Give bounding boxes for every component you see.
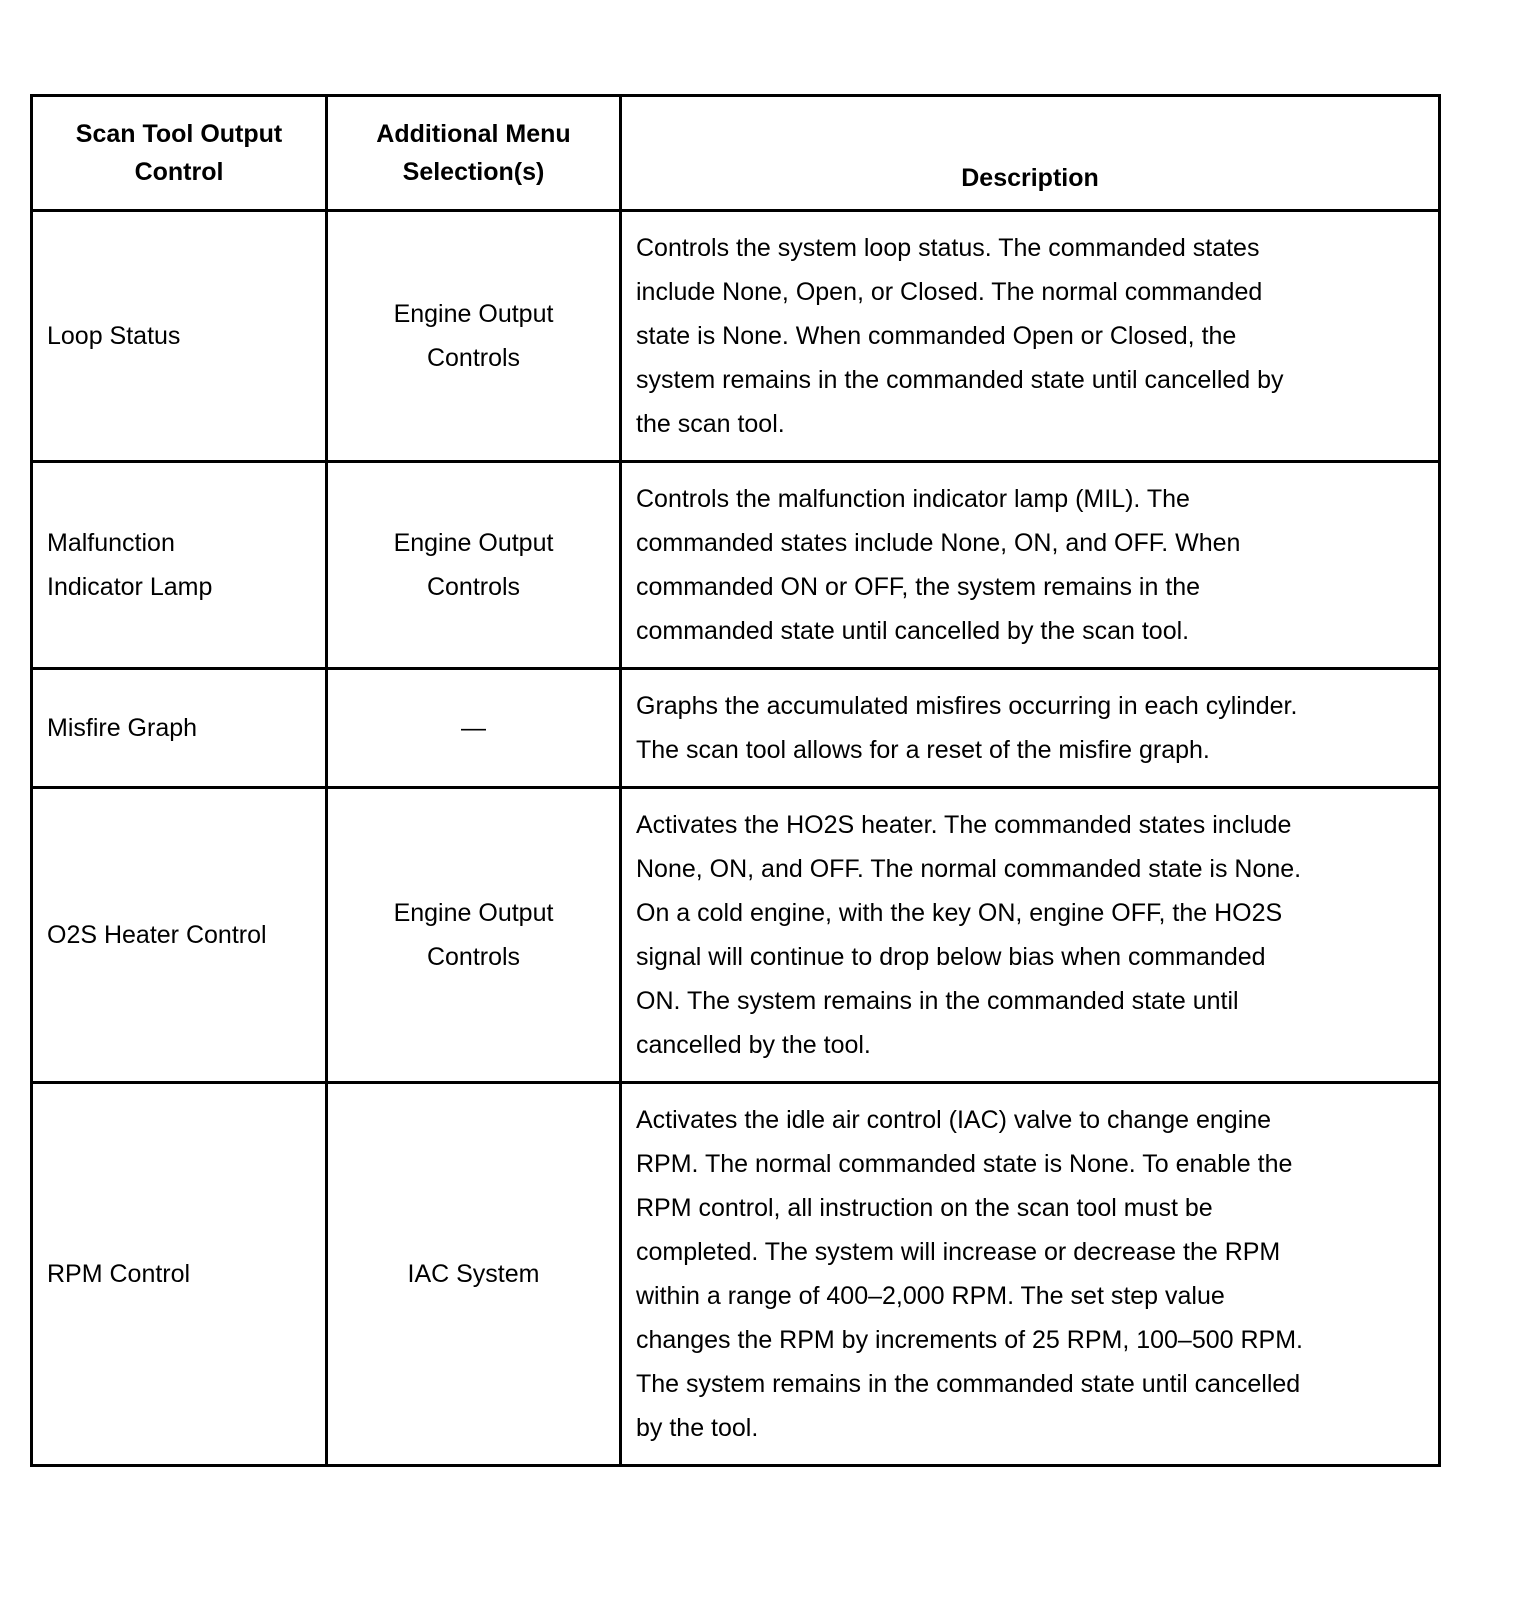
control-cell	[32, 1083, 327, 1466]
text-line: Control	[134, 158, 224, 186]
text-line: signal will continue to drop below bias when commanded	[636, 943, 1266, 971]
text-line: Controls	[426, 573, 521, 601]
text-line: by the tool.	[636, 1414, 759, 1442]
text-line: Loop Status	[47, 322, 181, 350]
header-row	[32, 96, 1440, 211]
table-row	[32, 788, 1440, 1083]
text-line: commanded ON or OFF, the system remains in the	[636, 573, 1201, 601]
text-line: Graphs the accumulated misfires occurring in each cylinder.	[636, 692, 1298, 720]
text-line: Controls the system loop status. The commanded states	[636, 234, 1260, 262]
text-line: Controls	[426, 344, 521, 372]
text-line: The scan tool allows for a reset of the misfire graph.	[636, 736, 1210, 764]
text-line: O2S Heater Control	[47, 921, 267, 949]
table-row	[32, 669, 1440, 788]
text-line: RPM control, all instruction on the scan tool must be	[636, 1194, 1213, 1222]
text-line: The system remains in the commanded state until cancelled	[636, 1370, 1301, 1398]
text-line: ON. The system remains in the commanded state until	[636, 987, 1239, 1015]
text-line: changes the RPM by increments of 25 RPM, 100–500 RPM.	[636, 1326, 1303, 1354]
text-line: Controls the malfunction indicator lamp (MIL). The	[636, 485, 1190, 513]
description-cell	[621, 1083, 1440, 1466]
text-line: commanded states include None, ON, and OFF. When	[636, 529, 1241, 557]
menu-selection-cell	[327, 1083, 621, 1466]
text-line: the scan tool.	[636, 410, 785, 438]
description-cell	[621, 788, 1440, 1083]
menu-selection-cell	[327, 211, 621, 462]
text-line: RPM. The normal commanded state is None. To enable the	[636, 1150, 1293, 1178]
text-line: IAC System	[407, 1260, 540, 1288]
text-line: Selection(s)	[402, 158, 545, 186]
text-line: On a cold engine, with the key ON, engine OFF, the HO2S	[636, 899, 1283, 927]
text-line: include None, Open, or Closed. The normal commanded	[636, 278, 1263, 306]
text-line: Engine Output	[393, 300, 554, 328]
text-line: Misfire Graph	[47, 714, 198, 742]
control-cell	[32, 669, 327, 788]
control-cell	[32, 211, 327, 462]
text-line: Activates the HO2S heater. The commanded states include	[636, 811, 1292, 839]
table-row	[32, 1083, 1440, 1466]
header-description	[621, 96, 1440, 211]
text-line: —	[461, 714, 486, 742]
text-line: Engine Output	[393, 899, 554, 927]
description-cell	[621, 669, 1440, 788]
text-line: system remains in the commanded state until cancelled by	[636, 366, 1284, 394]
table-row	[32, 462, 1440, 669]
header-scan-tool-output-control	[32, 96, 327, 211]
text-line: Engine Output	[393, 529, 554, 557]
text-line: RPM Control	[47, 1260, 191, 1288]
text-line: Malfunction	[47, 529, 175, 557]
text-line: state is None. When commanded Open or Closed, the	[636, 322, 1237, 350]
text-line: within a range of 400–2,000 RPM. The set step value	[636, 1282, 1225, 1310]
text-line: Controls	[426, 943, 521, 971]
text-line: commanded state until cancelled by the scan tool.	[636, 617, 1190, 645]
control-cell	[32, 788, 327, 1083]
description-cell	[621, 211, 1440, 462]
table-row	[32, 211, 1440, 462]
text-line: completed. The system will increase or decrease the RPM	[636, 1238, 1281, 1266]
header-additional-menu-selections	[327, 96, 621, 211]
text-line: Scan Tool Output	[75, 120, 283, 148]
output-controls-table	[30, 94, 1441, 1467]
text-line: Additional Menu	[376, 120, 571, 148]
menu-selection-cell	[327, 462, 621, 669]
menu-selection-cell	[327, 788, 621, 1083]
description-cell	[621, 462, 1440, 669]
text-line: Indicator Lamp	[47, 573, 213, 601]
text-line: cancelled by the tool.	[636, 1031, 871, 1059]
text-line: Description	[961, 164, 1099, 192]
text-line: None, ON, and OFF. The normal commanded state is None.	[636, 855, 1302, 883]
control-cell	[32, 462, 327, 669]
text-line: Activates the idle air control (IAC) valve to change engine	[636, 1106, 1272, 1134]
menu-selection-cell	[327, 669, 621, 788]
